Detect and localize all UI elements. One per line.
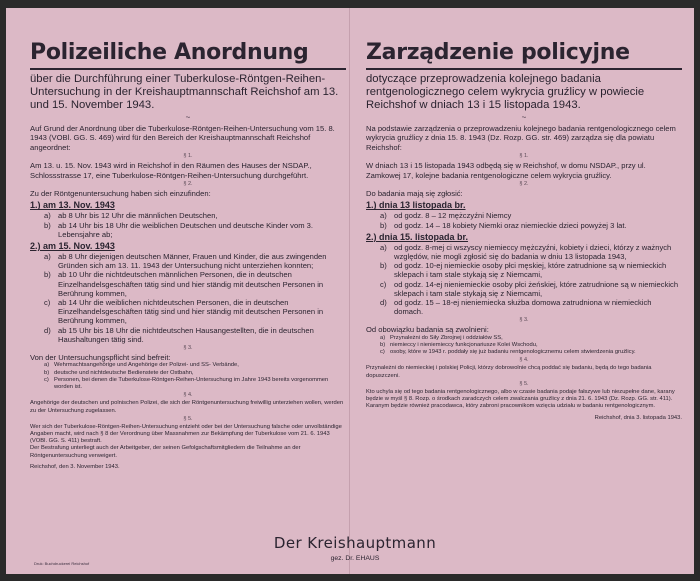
section-mark: § 2. [519, 181, 529, 188]
polish-section-3: Od obowiązku badania są zwolnieni: [366, 325, 489, 335]
signature-office: Der Kreishauptmann [273, 534, 437, 552]
list-item: a) Przynależni do Siły Zbrojnej i oddziałów SS, [380, 334, 503, 341]
list-item: a) ab 8 Uhr diejenigen deutschen Männer, Frauen und Kinder, die aus zwingenden Gründen sich am 13. 11. 1943 der Untersuchung nicht unterziehen konnten; [44, 252, 327, 271]
title-rule [366, 68, 682, 70]
polish-section-2: Do badania mają się zgłosić: [366, 189, 463, 199]
polish-title: Zarządzenie policyjne [366, 40, 630, 65]
signature-name: gez. Dr. EHAUS [330, 555, 380, 562]
polish-section-4: Przynależni do niemieckiej i polskiej Policji, którzy dobrowolnie chcą poddać się badaniu, będą do tego badania dopuszczeni. [366, 365, 652, 379]
polish-intro: Na podstawie zarządzenia o przeprowadzeniu kolejnego badania rentgenologicznego celem wykrycia gruźlicy z dnia 15. 8. 1943 (Dz. Rozp. GG. str. 469) zarządza się dla powiatu Reichshof: [366, 124, 676, 152]
date-heading-1: 1.) dnia 13 listopada br. [366, 200, 466, 211]
german-section-5b: Der Bestrafung unterliegt auch der Arbeitgeber, der seinen Gefolgschaftsmitgliedern die Teilnahme an der Röntgenuntersuchung verweigert. [30, 445, 301, 459]
list-item: b) ab 10 Uhr die nichtdeutschen männlichen Personen, die in deutschen Einzelhandelsgeschäften tätig sind und hier ständig mit deutschen Personen in Berührung kommen, [44, 270, 324, 298]
polish-subtitle: dotyczące przeprowadzenia kolejnego badania rentgenologicznego celem wykrycia gruźlicy w powiecie Reichshof w dniach 13 i 15 listopada 1943. [366, 73, 645, 111]
list-item: d) od godz. 15 – 18-ej nieniemiecka służba domowa zatrudniona w niemieckich domach. [380, 298, 652, 317]
german-intro: Auf Grund der Anordnung über die Tuberkulose-Röntgen-Reihen-Untersuchung vom 15. 8. 1943 (VOBl. GG. S. 469) wird für den Bereich der Kreishauptmannschaft Reichshof angeordnet: [30, 124, 335, 152]
german-section-4: Angehörige der deutschen und polnischen Polizei, die sich der Röntgenuntersuchung freiwillig unterziehen wollen, werden zu der Untersuchung zugelassen. [30, 400, 344, 414]
printer-imprint: Druk: Buchdruckerei Reichshof [34, 561, 90, 566]
date-heading-2: 2.) dnia 15. listopada br. [366, 231, 469, 242]
list-item: b) od godz. 10-ej niemieckie osoby płci męskiej, które zatrudnione są w niemieckich sklepach i tam stale stykają się z Niemcami, [380, 261, 667, 280]
german-section-1: Am 13. u. 15. Nov. 1943 wird in Reichshof in den Räumen des Hauses der NSDAP., Schlossstrasse 17, eine Tuberkulose-Röntgen-Reihen-Untersuchung durchgeführt. [30, 161, 312, 180]
section-mark: § 2. [183, 181, 193, 188]
list-item: d) ab 15 Uhr bis 18 Uhr die nichtdeutschen Hausangestellten, die in deutschen Haushaltungen tätig sind. [44, 325, 314, 344]
signature-block [230, 534, 480, 562]
german-place-date: Reichshof, den 3. November 1943. [30, 463, 120, 470]
ornament: ~ [521, 113, 527, 122]
polish-section-5a: Kto uchyla się od tego badania rentgenologicznego, albo w czasie badania podaje fałszywe lub niezupełne dane, karany będzie w myśl § 8. Rozp. o środkach zaradczych celem zwalczania gruźlicy z dnia 21. 6. 1943 (Dz. Rozp. GG. str. 411). [366, 388, 675, 403]
german-section-2: Zu der Röntgenuntersuchung haben sich einzufinden: [30, 189, 211, 199]
polish-column [366, 8, 682, 568]
list-item: a) od godz. 8-mej ci wszyscy niemieccy mężczyźni, kobiety i dzieci, którzy z ważnych względów, nie mogli zgłosić się do badania w dniu 13 listopada 1943, [380, 242, 672, 262]
german-section-3: Von der Untersuchungspflicht sind befreit: [30, 353, 171, 363]
section-mark: § 5. [519, 380, 529, 387]
list-item: b) niemieccy i nieniemieccy funkcjonariusze Kolei Wschodu, [380, 342, 538, 349]
list-item: c) od godz. 14-ej nieniemieckie osoby płci żeńskiej, które zatrudnione są w niemieckich sklepach i tam stale stykają się z Niemcami, [380, 279, 679, 298]
list-item: c) osoby, które w 1943 r. poddały się już badaniu rentgenologicznemu celem stwierdzenia gruźlicy. [380, 349, 636, 356]
german-title: Polizeiliche Anordnung [30, 40, 309, 65]
list-item: b) ab 14 Uhr bis 18 Uhr die weiblichen Deutschen und deutsche Kinder vom 3. Lebensjahre ab; [44, 220, 313, 239]
list-item: c) ab 14 Uhr die weiblichen nichtdeutschen Personen, die in deutschen Einzelhandelsgeschäften tätig sind und hier ständig mit deutschen Personen in Berührung kommen, [44, 298, 324, 326]
list-item: a) od godz. 8 – 12 mężczyźni Niemcy [380, 211, 512, 221]
german-subtitle: über die Durchführung einer Tuberkulose-Röntgen-Reihen-Untersuchung in der Kreishauptmannschaft Reichshof am 13. und 15. November 1943. [30, 73, 339, 111]
section-mark: § 3. [519, 317, 529, 324]
center-fold [349, 8, 350, 574]
list-item: c) Personen, bei denen die Tuberkulose-Röntgen-Reihen-Untersuchung im Jahre 1943 bereits vorgenommen worden ist. [44, 376, 329, 391]
polish-section-1: W dniach 13 i 15 listopada 1943 odbędą się w Reichshof, w domu NSDAP., przy ul. Zamkowej 17, kolejne badania rentgenologiczne celem wykrycia gruźlicy. [366, 161, 646, 180]
section-mark: § 1. [519, 153, 529, 160]
section-mark: § 4. [519, 357, 529, 364]
list-item: a) ab 8 Uhr bis 12 Uhr die männlichen Deutschen, [44, 211, 218, 221]
german-column [30, 8, 346, 568]
section-mark: § 5. [183, 415, 193, 422]
section-mark: § 4. [183, 392, 193, 399]
list-item: a) Wehrmachtsangehörige und Angehörige der Polizei- und SS- Verbände, [44, 362, 239, 369]
polish-section-5b: Karanym będzie również pracodawca, który zabroni pracownikom wzięcia udziału w badaniu rentgenologicznym. [366, 403, 656, 410]
german-section-5a: Wer sich der Tuberkulose-Röntgen-Reihen-Untersuchung entzieht oder bei der Untersuchung falsche oder unvollständige Angaben macht, wird nach § 8 der Verordnung über Massnahmen zur Bekämpfung der Tuberkulose vom 21. 6. 1943 (VOBl. GG. S. 411) bestraft. [30, 423, 342, 445]
date-heading-2: 2.) am 15. Nov. 1943 [30, 241, 115, 252]
section-mark: § 3. [183, 345, 193, 352]
ornament: ~ [185, 113, 191, 122]
section-mark: § 1. [183, 153, 193, 160]
list-item: b) od godz. 14 – 18 kobiety Niemki oraz niemieckie dzieci powyżej 3 lat. [380, 220, 627, 230]
title-rule [30, 68, 346, 70]
polish-place-date: Reichshof, dnia 3. listopada 1943. [594, 414, 682, 421]
list-item: b) deutsche und nichtdeutsche Bedienstete der Ostbahn, [44, 369, 194, 376]
date-heading-1: 1.) am 13. Nov. 1943 [30, 200, 115, 211]
poster-sheet [6, 8, 694, 574]
